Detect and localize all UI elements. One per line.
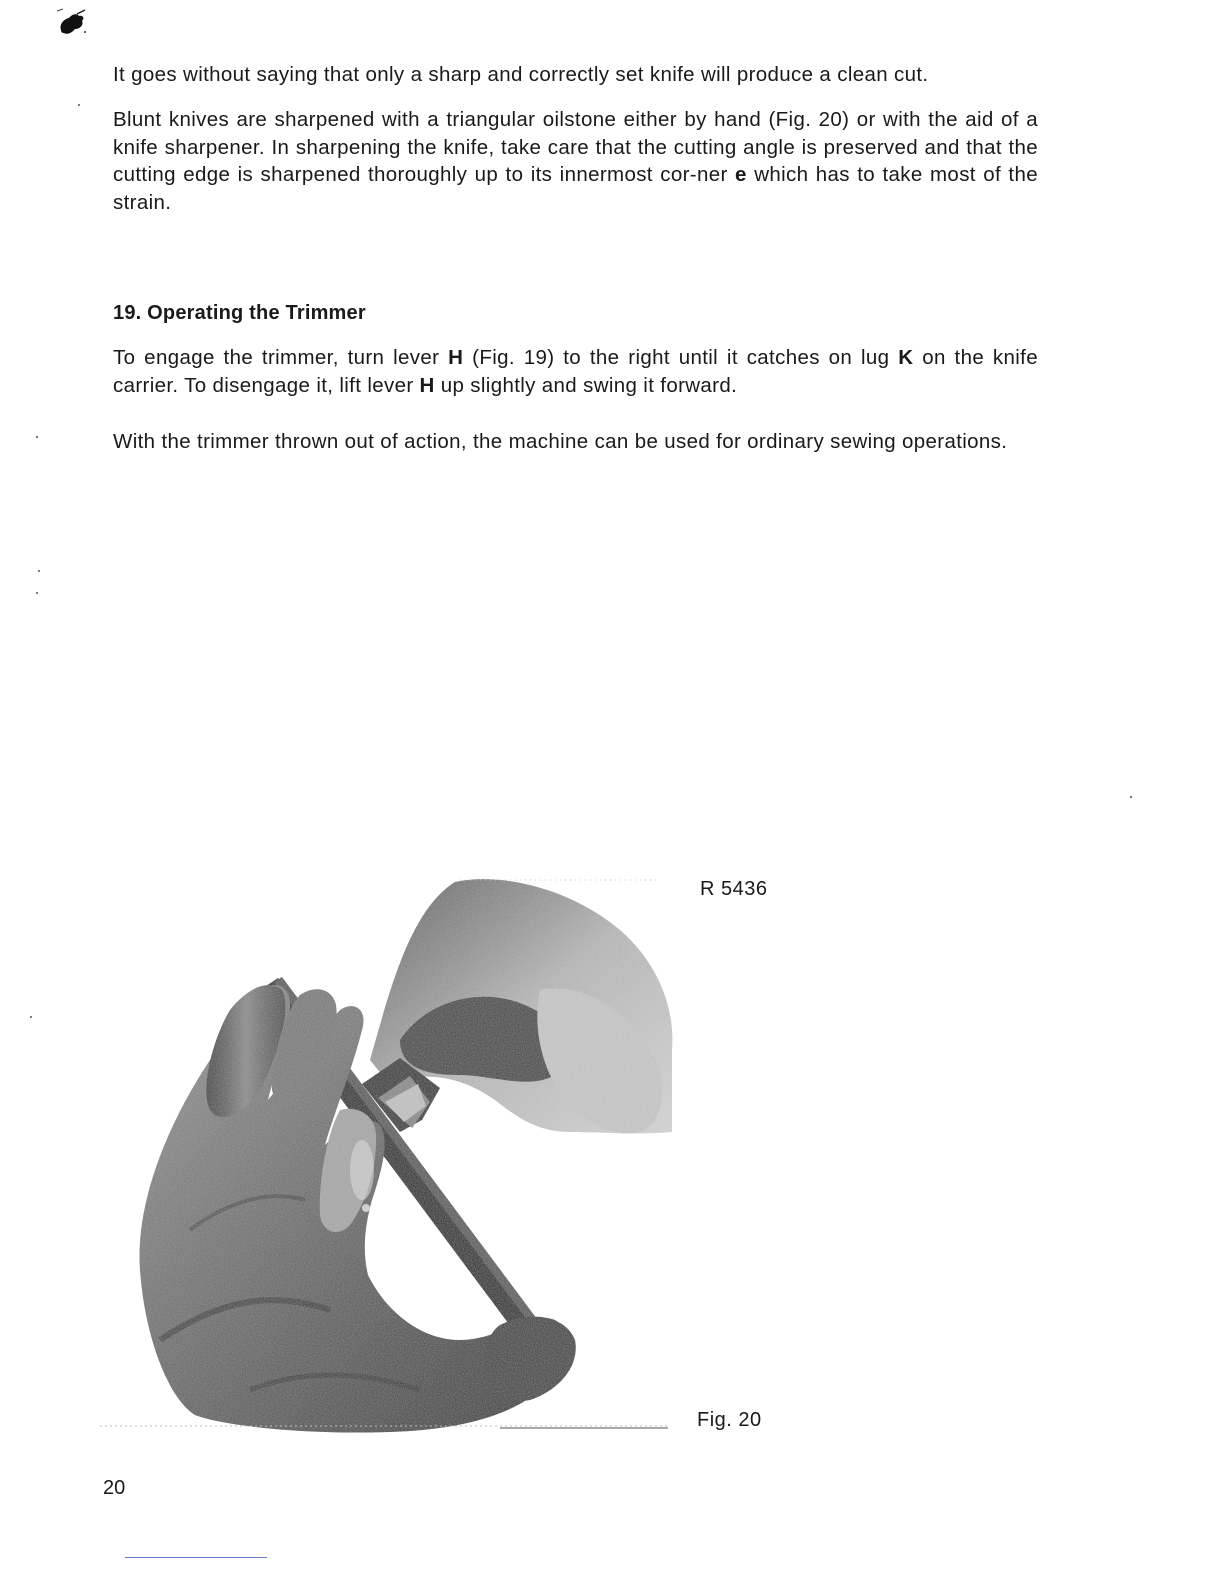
bold-reference-letter: e: [735, 163, 747, 186]
sharpening-paragraph: [113, 106, 1038, 216]
scan-speck: [36, 592, 38, 594]
disengage-trimmer-paragraph: [113, 428, 1038, 456]
paragraph-text: (Fig. 19) to the right until it catches on lug: [463, 346, 899, 369]
engage-trimmer-paragraph: [113, 344, 1038, 399]
paragraph-text: which has to take most of the strain.: [113, 163, 1038, 214]
bold-reference-letter: K: [898, 346, 914, 369]
paragraph-text: up slightly and swing it forward.: [434, 373, 738, 397]
sharpening-photo: [100, 870, 680, 1435]
paragraph-text: It goes without saying that only a sharp and correctly set knife will produce a clean cut.: [113, 63, 929, 86]
scan-speck: [30, 1016, 32, 1018]
bold-reference-letter: H: [419, 373, 435, 397]
scan-speck: [38, 570, 40, 572]
figure-caption: Fig. 20: [697, 1409, 762, 1431]
ink-blot-mark: [55, 8, 89, 42]
scan-speck: [78, 104, 80, 106]
intro-paragraph: [113, 61, 1038, 89]
paragraph-text: Blunt knives are sharpened with a triangular oilstone either by hand (Fig. 20) or with the aid of a knife sharpener. In sharpening the knife, take care that the cutting angle is preserved and that the cutting edge is sharpened thoroughly up to its innermost cor-ner: [113, 108, 1038, 186]
page-number: 20: [103, 1477, 126, 1499]
paragraph-text: To engage the trimmer, turn lever: [113, 346, 449, 369]
scan-speck: [36, 436, 38, 438]
section-heading: 19. Operating the Trimmer: [113, 302, 366, 324]
footer-rule: [125, 1557, 267, 1558]
figure-reference-code: R 5436: [700, 878, 768, 900]
paragraph-text: on the knife carrier. To disengage it, lift lever: [113, 346, 1038, 397]
bold-reference-letter: H: [448, 346, 464, 369]
paragraph-text: With the trimmer thrown out of action, the machine can be used for ordinary sewing operations.: [113, 430, 1008, 453]
scan-speck: [1130, 796, 1132, 798]
